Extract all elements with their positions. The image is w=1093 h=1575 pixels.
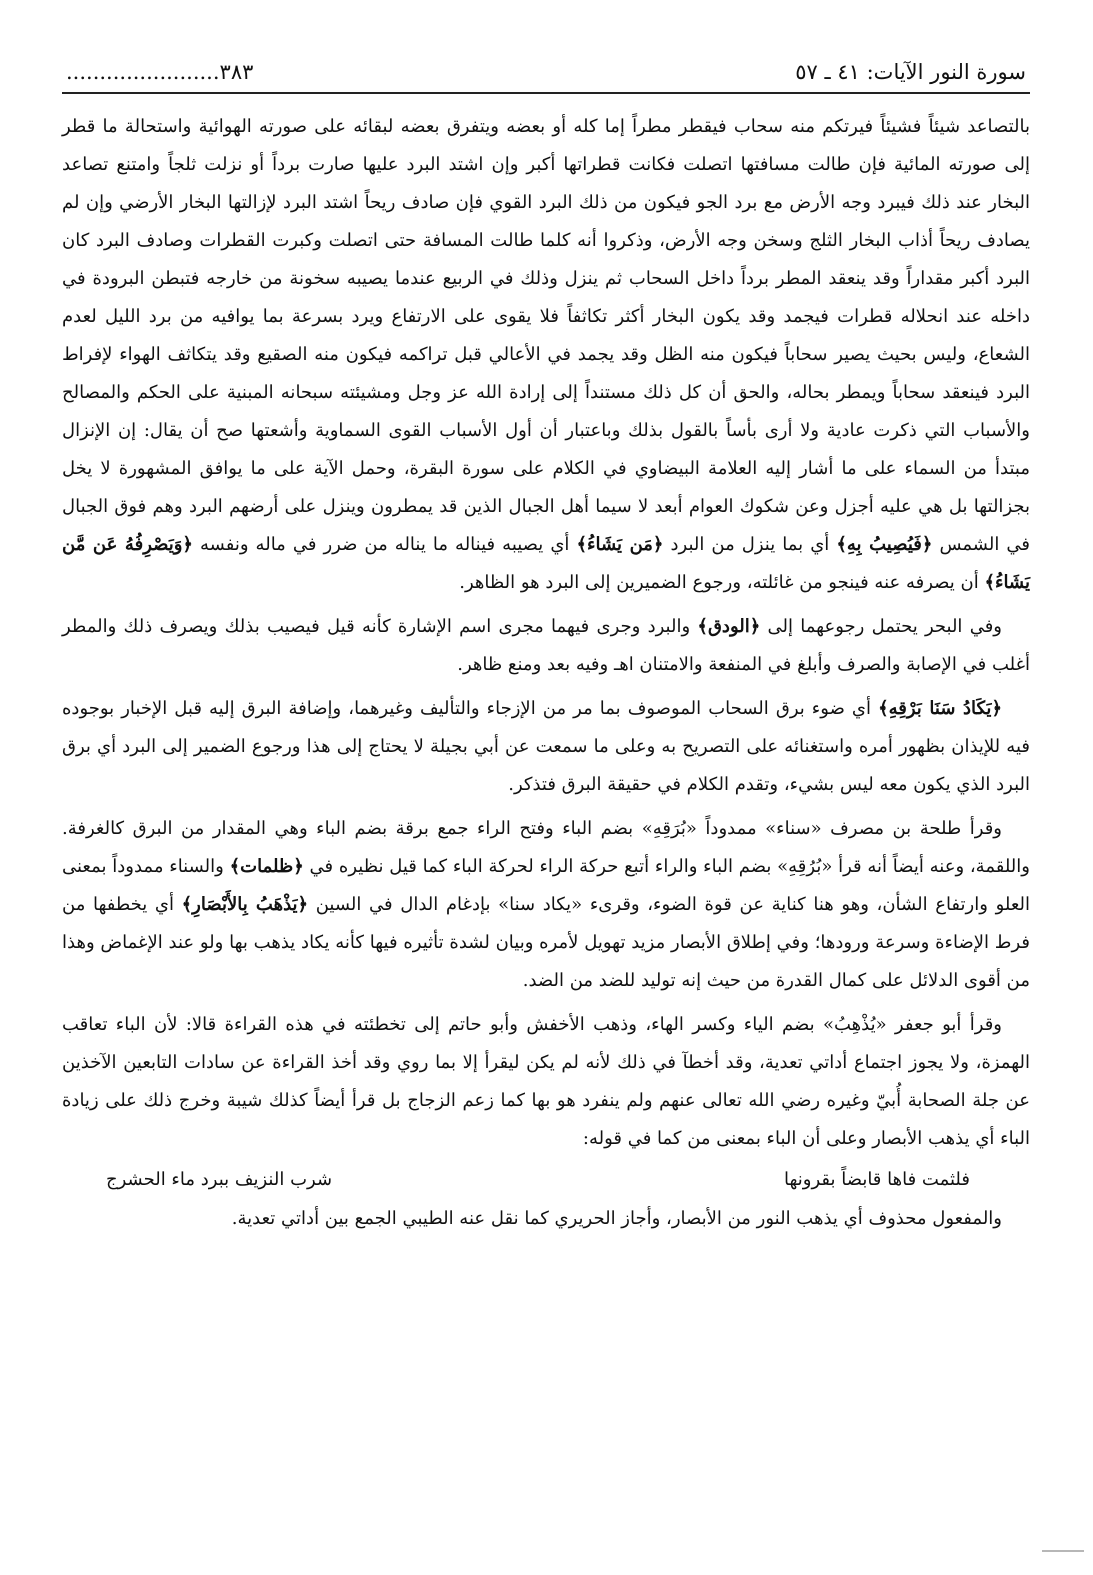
text-run: وقرأ أبو جعفر «يُذْهِبُ» بضم الياء وكسر الهاء، وذهب الأخفش وأبو حاتم إلى تخطئته في هذه القراءة قالا: لأن الباء تعاقب الهمزة، ولا يجوز اجتماع أداتي تعدية، وقد أخطآ في ذلك لأنه لم يكن ليقرأ إلا بما روي وقد أخذ القراءة عن سادات التابعين الآخذين عن جلة الصحابة أُبيّ وغيره رضي الله تعالى عنهم ولم ينفرد هو بها كما زعم الزجاج بل قرأ أيضاً كذلك شيبة وخرج ذلك على زيادة الباء أي يذهب الأبصار وعلى أن الباء بمعنى من كما في قوله: [62,1014,1030,1149]
page-number: ٣٨٣....................... [66,60,254,84]
text-run: أي يخطفها من فرط الإضاءة وسرعة ورودها؛ وفي إطلاق الأبصار مزيد تهويل لأمره وبيان لشدة تأثيره فيها كأنه يكاد يذهب بها ولو عند الإغماض وهذا من أقوى الدلائل على كمال القدرة من حيث إنه توليد للضد من الضد. [62,894,1030,991]
scan-mark [1042,1550,1084,1552]
text-run: والبرد وجرى فيهما مجرى اسم الإشارة كأنه قيل فيصيب بذلك ويصرف ذلك والمطر أغلب في الإصابة والصرف وأبلغ في المنفعة والامتنان اهـ وفيه بعد ومنع ظاهر. [62,616,1030,675]
text-run: وفي البحر يحتمل رجوعهما إلى [760,616,1002,637]
text-run: أي ضوء برق السحاب الموصوف بما مر من الإزجاء والتأليف وغيرهما، وإضافة البرق إليه قبل الإخبار بوجوده فيه للإيذان بظهور أمره واستغنائه على التصريح به وعلى ما سمعت عن أبي بجيلة لا يحتاج إلى هذا ورجوع الضمير إلى البرد أي برق البرد الذي يكون معه ليس بشيء، وتقدم الكلام في حقيقة البرق فتذكر. [62,698,1030,795]
paragraph [62,108,1030,602]
text-run: أي يصيبه فيناله ما يناله من ضرر في ماله ونفسه [192,534,577,555]
paragraph [62,810,1030,1000]
text-run: وقرأ طلحة بن مصرف «سناء» ممدوداً «بُرَقِهِ» بضم الباء وفتح الراء جمع برقة بضم الباء وهي المقدار من البرق كالغرفة. واللقمة، وعنه أيضاً أنه قرأ «بُرُقِهِ» بضم الباء والراء أتبع حركة الراء لحركة الباء كما قيل نظيره في [62,818,1030,877]
running-title: سورة النور الآيات: ٤١ ـ ٥٧ [795,60,1026,84]
quran-quote: ﴿يَذْهَبُ بِالأَبْصَارِ﴾ [181,894,309,915]
verse-first-hemistich: فلثمت فاها قابضاً بقرونها [783,1169,970,1190]
book-page [62,52,1030,1238]
verse-second-hemistich: شرب النزيف ببرد ماء الحشرج [106,1169,333,1190]
quran-quote: ﴿وَيَصْرِفُهُ عَن مَّن يَشَاءُ﴾ [62,534,1030,593]
quran-quote: ﴿ظلمات﴾ [229,856,304,877]
poetry-verse [62,1160,1030,1200]
quran-quote: ﴿يَكَادُ سَنَا بَرْقِهِ﴾ [878,698,1002,719]
page-body [62,108,1030,1238]
text-run: أن يصرفه عنه فينجو من غائلته، ورجوع الضميرين إلى البرد هو الظاهر. [459,572,985,593]
paragraph [62,1006,1030,1158]
paragraph [62,608,1030,684]
quran-quote: ﴿الودق﴾ [697,616,761,637]
quran-quote: ﴿مَن يَشَاءُ﴾ [576,534,664,555]
closing-paragraph: والمفعول محذوف أي يذهب النور من الأبصار، وأجاز الحريري كما نقل عنه الطيبي الجمع بين أداتي تعدية. [231,1208,1002,1229]
quran-quote: ﴿فَيُصِيبُ بِهِ﴾ [836,534,933,555]
text-run: أي بما ينزل من البرد [663,534,837,555]
page-header [62,52,1030,94]
text-run: بالتصاعد شيئاً فشيئاً فيرتكم منه سحاب فيقطر مطراً إما كله أو بعضه ويتفرق بعضه لبقائه على صورته الهوائية واستحالة ما قطر إلى صورته المائية فإن طالت مسافتها اتصلت فكانت قطراتها أكبر وإن اشتد البرد عليها صارت برداً أو نزلت ثلجاً وامتنع تصاعد البخار عند ذلك فيبرد وجه الأرض مع برد الجو فيكون من ذلك البرد القوي فإن صادف ريحاً اشتد البرد لإزالتها البخار الأرضي وإن لم يصادف ريحاً أذاب البخار الثلج وسخن وجه الأرض، وذكروا أنه كلما طالت المسافة حتى اتصلت وكبرت القطرات وصادف البرد كان البرد أكبر مقداراً وقد ينعقد المطر برداً داخل السحاب ثم ينزل وذلك في الربيع عندما يصيبه سخونة من خارجه فتبطن البرودة في داخله عند انحلاله قطرات فيجمد وقد يكون البخار أكثر تكاثفاً فلا يقوى على الارتفاع ويرد بسرعة بما يوافيه من برد الليل لعدم الشعاع، وليس بحيث يصير سحاباً فيكون منه الظل وقد يجمد في الأعالي قبل تراكمه فيكون منه الصقيع وقد يتكاثف الهواء لإفراط البرد فينعقد سحاباً ويمطر بحاله، والحق أن كل ذلك مستنداً إلى إرادة الله عز وجل ومشيئته سبحانه المبنية على الحكم والمصالح والأسباب التي ذكرت عادية ولا أرى بأساً بالقول بذلك وباعتبار أن أول الأسباب القوى السماوية وأشعتها صح أن يقال: إن الإنزال مبتدأ من السماء على ما أشار إليه العلامة البيضاوي في الكلام على سورة البقرة، وحمل الآية على ما يوافق المشهورة لا يخل بجزالتها بل هي عليه أجزل وعن شكوك العوام أبعد لا سيما أهل الجبال الذين قد يمطرون وينزل على أرضهم البرد وهم فوق الجبال في الشمس [62,116,1030,555]
paragraph [62,690,1030,804]
text-run: والسناء ممدوداً بمعنى العلو وارتفاع الشأن، وهو هنا كناية عن قوة الضوء، وقرىء «يكاد سنا» بإدغام الدال في السين [62,856,1030,915]
